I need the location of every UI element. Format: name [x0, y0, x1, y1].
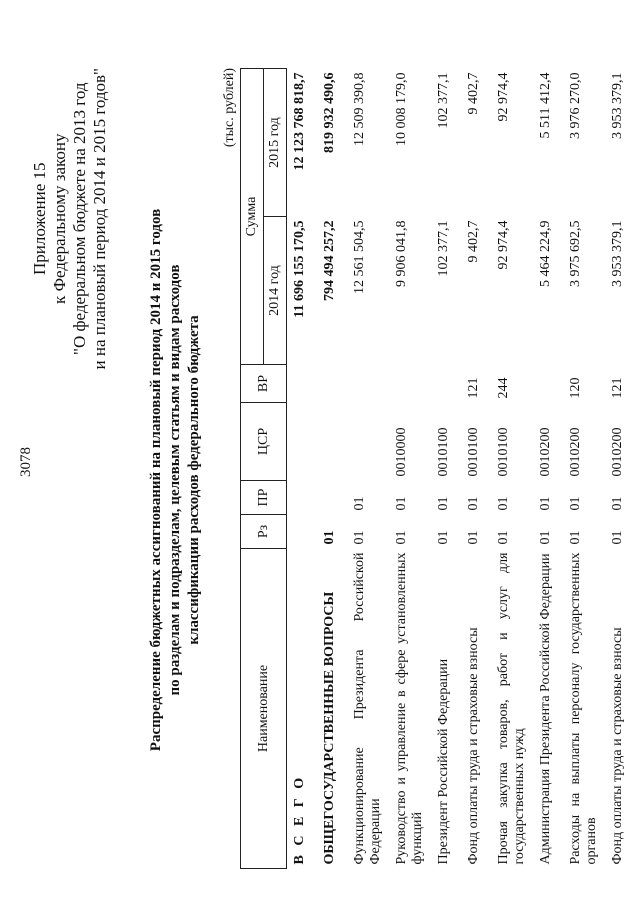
- row-rz: 01: [352, 530, 367, 545]
- row-vr: 121: [610, 377, 625, 399]
- row-2014: 12 561 504,5: [352, 220, 367, 294]
- appendix-header: [30, 68, 110, 369]
- header-vr: ВР: [241, 365, 287, 403]
- row-pr: 01: [394, 496, 409, 511]
- row-vr: [317, 365, 347, 403]
- header-pr: ПР: [241, 481, 287, 515]
- appendix-line: "О федеральном бюджете на 2013 год: [70, 82, 89, 355]
- table-row: [431, 69, 461, 869]
- header-rz: Рз: [241, 515, 287, 549]
- table-row: [347, 69, 389, 869]
- row-name: Расходы на выплаты персоналу государственных органов: [568, 552, 599, 865]
- row-vr: [287, 365, 318, 403]
- row-name: Фонд оплаты труда и страховые взносы: [610, 627, 625, 865]
- row-2015: 92 974,4: [496, 72, 511, 122]
- row-rz: 01: [538, 530, 553, 545]
- row-rz: 01: [610, 530, 625, 545]
- appendix-line: и на плановый период 2014 и 2015 годов": [90, 68, 109, 370]
- table-row: [605, 69, 635, 869]
- row-csr: 0010000: [394, 427, 409, 477]
- row-2015: 9 402,7: [466, 72, 481, 115]
- page-number: 3078: [18, 447, 34, 477]
- row-vr: 120: [568, 377, 583, 399]
- row-csr: 0010100: [496, 427, 511, 477]
- table-row: [563, 69, 605, 869]
- row-pr: 01: [610, 496, 625, 511]
- row-rz: 01: [436, 530, 451, 545]
- row-vr: [389, 365, 431, 403]
- row-vr: [347, 365, 389, 403]
- table-row: [287, 69, 318, 869]
- row-2014: 3 975 692,5: [568, 220, 583, 287]
- appendix-line: Приложение 15: [30, 162, 49, 275]
- header-csr: ЦСР: [241, 403, 287, 481]
- row-csr: [347, 403, 389, 481]
- row-rz: 01: [466, 530, 481, 545]
- row-csr: [287, 403, 318, 481]
- row-2015: 5 511 412,4: [538, 72, 553, 139]
- row-name: ОБЩЕГОСУДАРСТВЕННЫЕ ВОПРОСЫ: [322, 591, 337, 865]
- table-row: [533, 69, 563, 869]
- row-rz: [287, 515, 318, 549]
- row-name: Прочая закупка товаров, работ и услуг для государственных нужд: [496, 552, 527, 865]
- row-csr: 0010100: [436, 427, 451, 477]
- document-title: [147, 155, 204, 805]
- row-rz: 01: [322, 530, 337, 545]
- row-2014: 92 974,4: [496, 220, 511, 270]
- row-vr: 244: [496, 377, 511, 399]
- header-sum: Сумма: [241, 69, 264, 365]
- row-rz: 01: [568, 530, 583, 545]
- row-csr: 0010200: [538, 427, 553, 477]
- title-line: классификации расходов федерального бюджета: [186, 315, 202, 645]
- appendix-line: к Федеральному закону: [50, 133, 69, 304]
- row-pr: 01: [496, 496, 511, 511]
- row-pr: 01: [568, 496, 583, 511]
- row-vr: [431, 365, 461, 403]
- row-2015: 12 123 768 818,7: [292, 72, 307, 171]
- row-name: В С Е Г О: [292, 774, 307, 865]
- row-2015: 819 932 490,6: [322, 72, 337, 153]
- budget-table: [240, 68, 635, 869]
- row-csr: 0010200: [610, 427, 625, 477]
- row-pr: 01: [466, 496, 481, 511]
- row-csr: 0010200: [568, 427, 583, 477]
- table-row: [491, 69, 533, 869]
- row-pr: 01: [538, 496, 553, 511]
- row-vr: [533, 365, 563, 403]
- row-2014: 9 906 041,8: [394, 220, 409, 287]
- title-line: Распределение бюджетных ассигнований на плановый период 2014 и 2015 годов: [148, 208, 164, 752]
- row-2015: 3 953 379,1: [610, 72, 625, 139]
- row-name: Функционирование Президента Российской Федерации: [352, 552, 383, 865]
- row-pr: 01: [436, 496, 451, 511]
- row-csr: [317, 403, 347, 481]
- row-name: Фонд оплаты труда и страховые взносы: [466, 627, 481, 865]
- row-2014: 3 953 379,1: [610, 220, 625, 287]
- row-pr: [287, 481, 318, 515]
- row-name: Президент Российской Федерации: [436, 658, 451, 865]
- row-2014: 11 696 155 170,5: [292, 220, 307, 318]
- row-name: Администрация Президента Российской Федерации: [538, 553, 553, 865]
- row-2014: 102 377,1: [436, 220, 451, 277]
- row-pr: 01: [352, 496, 367, 511]
- row-rz: 01: [394, 530, 409, 545]
- row-rz: 01: [496, 530, 511, 545]
- row-2015: 3 976 270,0: [568, 72, 583, 139]
- table-row: [389, 69, 431, 869]
- row-pr: [317, 481, 347, 515]
- title-line: по разделам и подразделам, целевым статьям и видам расходов: [167, 264, 183, 696]
- units-label: (тыс. рублей): [222, 68, 237, 148]
- row-csr: 0010100: [466, 427, 481, 477]
- row-2015: 102 377,1: [436, 72, 451, 129]
- header-2015: 2015 год: [264, 69, 287, 217]
- header-name: Наименование: [241, 549, 287, 869]
- row-vr: 121: [466, 377, 481, 399]
- row-2015: 12 509 390,8: [352, 72, 367, 146]
- row-2015: 10 008 179,0: [394, 72, 409, 146]
- table-row: [461, 69, 491, 869]
- header-2014: 2014 год: [264, 217, 287, 365]
- row-name: Руководство и управление в сфере установленных функций: [394, 552, 425, 865]
- row-2014: 794 494 257,2: [322, 220, 337, 301]
- row-2014: 9 402,7: [466, 220, 481, 263]
- table-row: [317, 69, 347, 869]
- row-2014: 5 464 224,9: [538, 220, 553, 287]
